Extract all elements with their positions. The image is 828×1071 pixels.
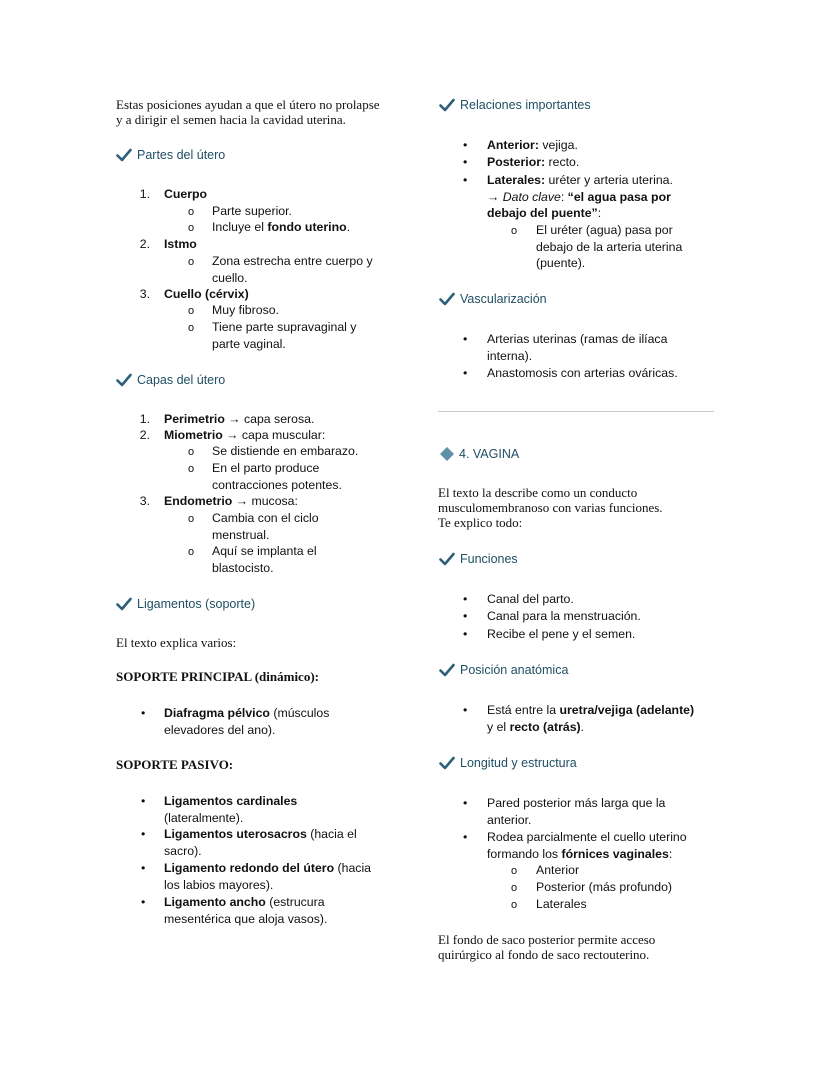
sub-item: Tiene parte supravaginal y parte vaginal. — [212, 320, 357, 351]
list-item: Rodea parcialmente el cuello uterino formando los fórnices vaginales: — [487, 830, 687, 861]
check-icon — [116, 373, 132, 387]
circle-bullet-icon: o — [511, 865, 518, 877]
soporte-pasivo-title: SOPORTE PASIVO: — [116, 757, 234, 772]
circle-bullet-icon: o — [511, 225, 518, 237]
bullet-icon: • — [463, 609, 468, 623]
heading-capas-utero: Capas del útero — [116, 373, 225, 387]
bullet-icon: • — [141, 895, 146, 909]
heading-longitud: Longitud y estructura — [439, 756, 577, 770]
circle-bullet-icon: o — [188, 513, 195, 525]
list-item-label: Istmo — [164, 237, 197, 251]
list-item: Posterior: recto. — [487, 155, 580, 169]
list-item: Recibe el pene y el semen. — [487, 627, 636, 641]
bullet-icon: • — [463, 366, 468, 380]
list-item: Canal para la menstruación. — [487, 609, 641, 623]
list-item: Perimetrio → capa serosa. — [164, 412, 315, 426]
list-item: Endometrio → mucosa: — [164, 494, 298, 508]
circle-bullet-icon: o — [188, 322, 195, 334]
list-number: 1. — [139, 187, 150, 201]
check-icon — [116, 148, 132, 162]
bullet-icon: • — [141, 861, 146, 875]
sub-item: El uréter (agua) pasa por debajo de la arteria uterina (puente). — [536, 223, 683, 270]
check-icon — [116, 597, 132, 611]
list-item: Ligamentos uterosacros (hacia el sacro). — [164, 827, 357, 858]
vagina-intro: El texto la describe como un conducto musculomembranoso con varias funciones. Te explico todo: — [438, 485, 663, 530]
bullet-icon: • — [463, 592, 468, 606]
heading-ligamentos: Ligamentos (soporte) — [116, 597, 255, 611]
bullet-icon: • — [463, 173, 468, 187]
list-item: Anastomosis con arterias ováricas. — [487, 366, 678, 380]
check-icon — [439, 756, 455, 770]
sub-item: Incluye el fondo uterino. — [212, 220, 351, 234]
list-item: Canal del parto. — [487, 592, 574, 606]
circle-bullet-icon: o — [188, 305, 195, 317]
diamond-icon — [439, 446, 455, 462]
circle-bullet-icon: o — [188, 256, 195, 268]
circle-bullet-icon: o — [188, 463, 195, 475]
list-number: 2. — [139, 237, 150, 251]
list-number: 3. — [139, 494, 150, 508]
list-item: Ligamentos cardinales (lateralmente). — [164, 794, 298, 825]
closing-paragraph: El fondo de saco posterior permite acceso quirúrgico al fondo de saco rectouterino. — [438, 932, 656, 962]
list-number: 3. — [139, 287, 150, 301]
bullet-icon: • — [463, 830, 468, 844]
list-item: Miometrio → capa muscular: — [164, 428, 326, 442]
list-number: 2. — [139, 428, 150, 442]
sub-item: Muy fibroso. — [212, 303, 279, 317]
list-item-label: Cuerpo — [164, 187, 208, 201]
list-item: Ligamento ancho (estrucura mesentérica que aloja vasos). — [164, 895, 328, 926]
section-divider — [438, 411, 714, 412]
ligamentos-text: El texto explica varios: — [116, 635, 237, 650]
bullet-icon: • — [463, 703, 468, 717]
bullet-icon: • — [141, 706, 146, 720]
check-icon — [439, 292, 455, 306]
circle-bullet-icon: o — [188, 206, 195, 218]
circle-bullet-icon: o — [188, 222, 195, 234]
sub-item: Zona estrecha entre cuerpo y cuello. — [212, 254, 373, 285]
sub-item: En el parto produce contracciones potentes. — [212, 461, 342, 492]
sub-item: Laterales — [536, 897, 587, 911]
list-item: Diafragma pélvico (músculos elevadores del ano). — [164, 706, 330, 737]
sub-item: Anterior — [536, 863, 580, 877]
list-item: Laterales: uréter y arteria uterina. → Dato clave: “el agua pasa por debajo del puente”: — [487, 172, 702, 222]
sub-item: Posterior (más profundo) — [536, 880, 673, 894]
circle-bullet-icon: o — [188, 546, 195, 558]
bullet-icon: • — [463, 796, 468, 810]
heading-relaciones: Relaciones importantes — [439, 98, 591, 112]
heading-funciones: Funciones — [439, 552, 518, 566]
heading-partes-utero: Partes del útero — [116, 148, 225, 162]
list-number: 1. — [139, 412, 150, 426]
dato-clave: → Dato clave: “el agua pasa por — [487, 189, 671, 204]
sub-item: Parte superior. — [212, 204, 292, 218]
soporte-principal-title: SOPORTE PRINCIPAL (dinámico): — [116, 669, 319, 684]
circle-bullet-icon: o — [511, 882, 518, 894]
check-icon — [439, 98, 455, 112]
circle-bullet-icon: o — [188, 446, 195, 458]
list-item: Anterior: vejiga. — [487, 138, 578, 152]
heading-vagina: 4. VAGINA — [439, 446, 519, 462]
list-item: Ligamento redondo del útero (hacia los labios mayores). — [164, 861, 372, 892]
heading-posicion: Posición anatómica — [439, 663, 568, 677]
bullet-icon: • — [141, 827, 146, 841]
sub-item: Cambia con el ciclo menstrual. — [212, 511, 319, 542]
list-item-label: Cuello (cérvix) — [164, 287, 249, 301]
bullet-icon: • — [463, 332, 468, 346]
bullet-icon: • — [463, 627, 468, 641]
bullet-icon: • — [463, 155, 468, 169]
bullet-icon: • — [463, 138, 468, 152]
heading-vascularizacion: Vascularización — [439, 292, 547, 306]
sub-item: Aquí se implanta el blastocisto. — [212, 544, 317, 575]
intro-paragraph: Estas posiciones ayudan a que el útero no prolapse y a dirigir el semen hacia la cavidad uterina. — [116, 97, 380, 127]
list-item: Está entre la uretra/vejiga (adelante) y el recto (atrás). — [487, 703, 695, 734]
list-item: Pared posterior más larga que la anterior. — [487, 796, 666, 827]
check-icon — [439, 552, 455, 566]
circle-bullet-icon: o — [511, 899, 518, 911]
sub-item: Se distiende en embarazo. — [212, 444, 359, 458]
check-icon — [439, 663, 455, 677]
list-item: Arterias uterinas (ramas de ilíaca interna). — [487, 332, 668, 363]
bullet-icon: • — [141, 794, 146, 808]
